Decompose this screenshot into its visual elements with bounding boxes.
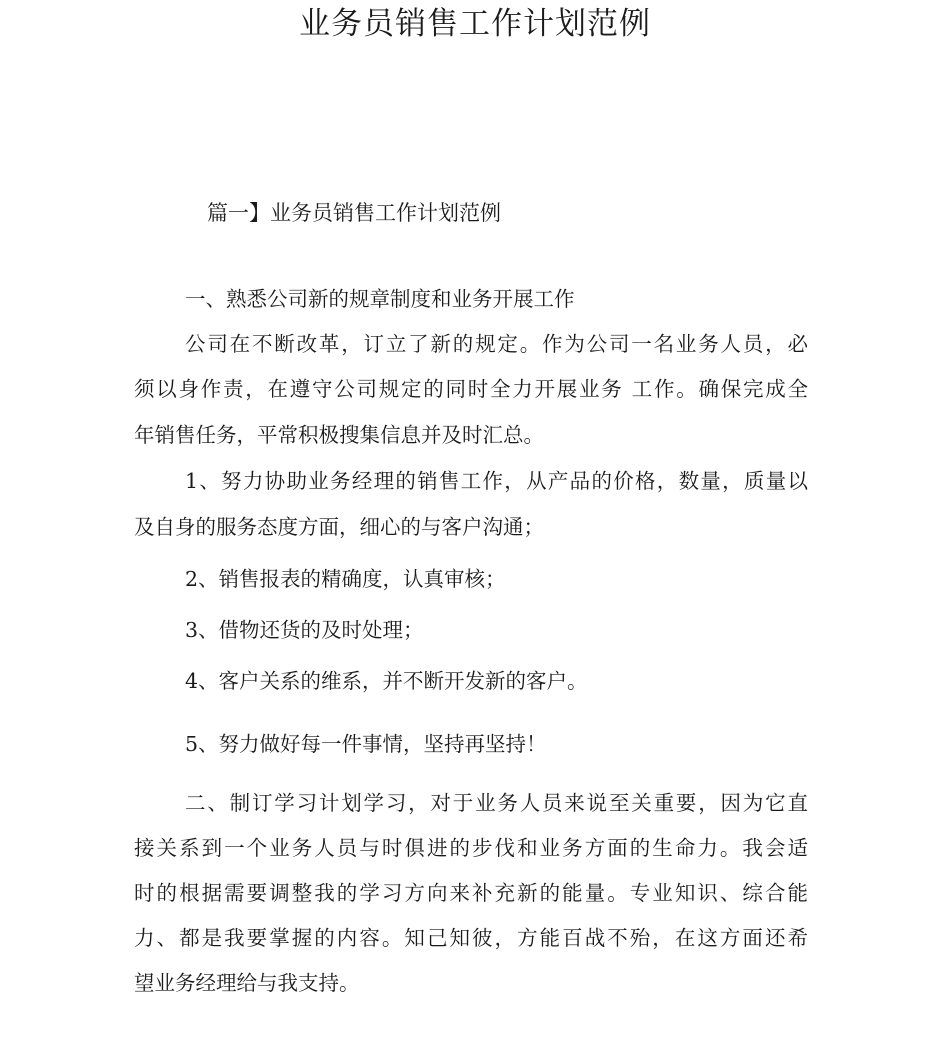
paragraph-line: 公司在不断改革，订立了新的规定。作为公司一名业务人员，必 [185, 332, 808, 356]
list-item-5: 5、努力做好每一件事情，坚持再坚持！ [185, 732, 547, 756]
paragraph-line: 力、都是我要掌握的内容。知己知彼，方能百战不殆，在这方面还希 [134, 926, 808, 950]
paragraph-line: 望业务经理给与我支持。 [134, 971, 360, 995]
paragraph-line: 年销售任务，平常积极搜集信息并及时汇总。 [134, 423, 544, 447]
section-subtitle: 篇一】业务员销售工作计划范例 [207, 201, 501, 225]
list-item-1-cont: 及自身的服务态度方面，细心的与客户沟通； [134, 515, 544, 539]
list-item-4: 4、客户关系的维系，并不断开发新的客户。 [185, 669, 588, 693]
paragraph-line: 接关系到一个业务人员与时俱进的步伐和业务方面的生命力。我会适 [134, 836, 808, 860]
list-item-3: 3、借物还货的及时处理； [185, 618, 424, 642]
paragraph-line: 须以身作责，在遵守公司规定的同时全力开展业务 工作。确保完成全 [134, 377, 808, 401]
list-item-1: 1、努力协助业务经理的销售工作，从产品的价格，数量，质量以 [185, 469, 808, 493]
list-item-2: 2、销售报表的精确度，认真审核； [185, 567, 506, 591]
heading-2: 二、制订学习计划学习，对于业务人员来说至关重要，因为它直 [185, 791, 808, 815]
paragraph-line: 时的根据需要调整我的学习方向来补充新的能量。专业知识、综合能 [134, 881, 808, 905]
heading-1: 一、熟悉公司新的规章制度和业务开展工作 [185, 287, 575, 311]
document-title: 业务员销售工作计划范例 [299, 6, 651, 42]
